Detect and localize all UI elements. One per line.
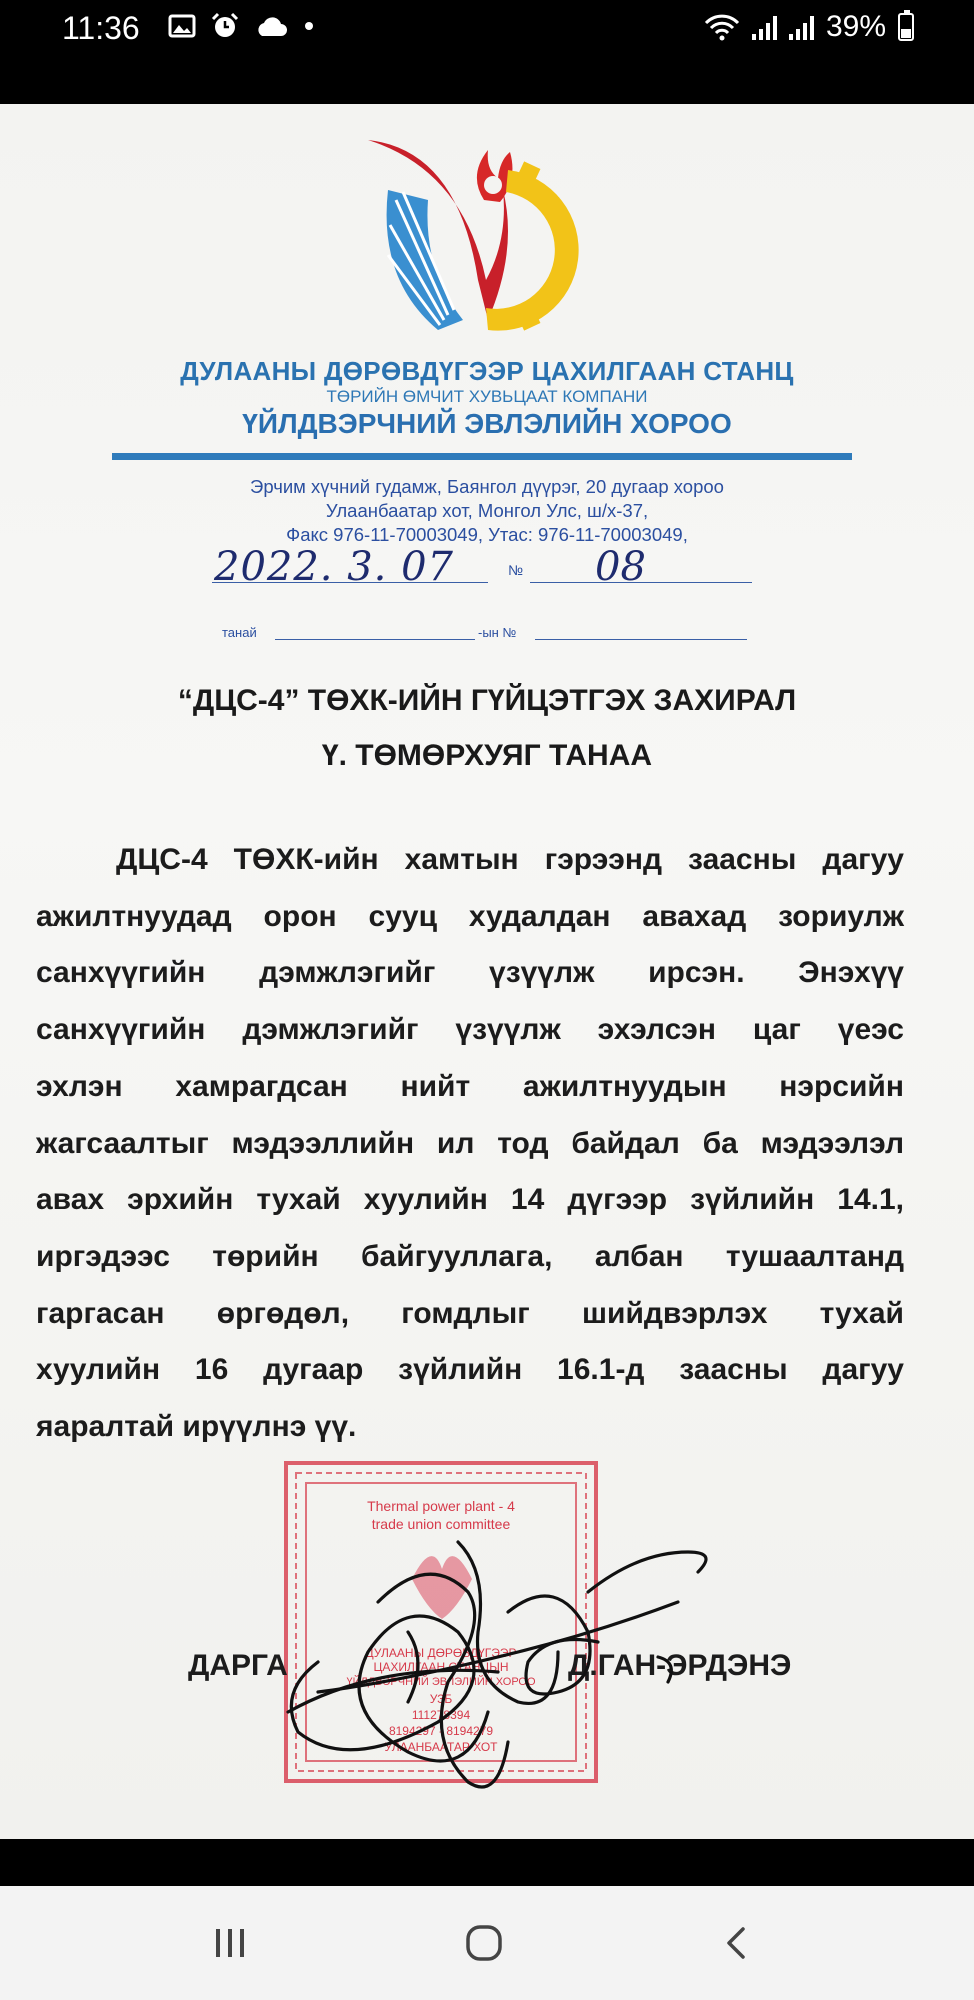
- signal-icon: [789, 14, 814, 40]
- battery-percent: 39%: [825, 10, 886, 43]
- recent-apps-button[interactable]: [170, 1886, 290, 2000]
- cloud-icon: [254, 14, 288, 38]
- handwritten-date: 2022. 3. 07: [214, 544, 455, 590]
- addressee-name: Ү. ТӨМӨРХУЯГ ТАНАА: [321, 739, 653, 772]
- body-line: хуулийн 16 дугаар зүйлийн 16.1-д заасны дагуу: [36, 1353, 904, 1387]
- committee-name: ҮЙЛДВЭРЧНИЙ ЭВЛЭЛИЙН ХОРОО: [242, 408, 732, 439]
- org-name: ДУЛААНЫ ДӨРӨВДҮГЭЭР ЦАХИЛГААН СТАНЦ: [180, 356, 794, 386]
- stamp-text: trade union committee: [371, 1516, 511, 1532]
- body-line: ДЦС-4 ТӨХК-ийн хамтын гэрээнд заасны дагуу: [116, 843, 904, 876]
- company-logo: [368, 130, 588, 340]
- body-line: гаргасан өргөдөл, гомдлыг шийдвэрлэх тухай: [36, 1296, 904, 1330]
- stamp-text: УЛААНБААТАР ХОТ: [384, 1740, 498, 1754]
- navigation-bar: [0, 1886, 974, 2000]
- battery-icon: [898, 13, 914, 41]
- body-line: ажилтнуудад орон сууц худалдан авахад зориулж: [36, 899, 904, 933]
- address-line-1: Эрчим хүчний гудамж, Баянгол дүүрэг, 20 дугаар хороо: [250, 476, 724, 497]
- stamp-text: ЦАХИЛГААН СТАНЦЫН: [373, 1660, 509, 1674]
- address-line-2: Улаанбаатар хот, Монгол Улс, ш/х-37,: [325, 500, 649, 521]
- body-line: жагсаалтыг мэдээллийн ил тод байдал ба мэдээлэл: [36, 1126, 904, 1160]
- back-button[interactable]: [676, 1886, 796, 2000]
- stamp-text: УЗБ: [429, 1692, 453, 1706]
- status-time: 11:36: [62, 10, 140, 46]
- stamp-text: 111278394: [411, 1708, 471, 1722]
- stamp-text: 8194297 - 8194279: [388, 1724, 494, 1738]
- number-label: №: [508, 562, 524, 578]
- signatory-title: ДАРГА: [188, 1649, 288, 1682]
- body-line: эхлэн хамрагдсан нийт ажилтнуудын нэрсийн: [36, 1069, 904, 1103]
- to-field-line: [275, 639, 475, 640]
- home-icon: [463, 1922, 505, 1964]
- signatory-name: Д.ГАН-ЭРДЭНЭ: [568, 1649, 792, 1682]
- document-page: [0, 104, 974, 1839]
- letter-body: [36, 832, 904, 1456]
- home-button[interactable]: [424, 1886, 544, 2000]
- stamp-text: ДУЛААНЫ ДӨРӨВДҮГЭЭР: [365, 1646, 517, 1660]
- logo-blue-fan: [387, 190, 463, 330]
- body-line: иргэдээс төрийн байгууллага, албан тушаалтанд: [36, 1239, 904, 1273]
- alarm-icon: [210, 12, 240, 40]
- stamp-text: Thermal power plant - 4: [367, 1498, 515, 1514]
- wifi-icon: [704, 13, 740, 41]
- org-type: ТӨРИЙН ӨМЧИТ ХУВЬЦААТ КОМПАНИ: [326, 387, 648, 406]
- gallery-icon: [168, 13, 196, 39]
- body-line: санхүүгийн дэмжлэгийг үзүүлж эхэлсэн цаг үеэс: [36, 1013, 904, 1047]
- dot-icon: [302, 19, 316, 33]
- addressee-title: “ДЦС-4” ТӨХК-ИЙН ГҮЙЦЭТГЭХ ЗАХИРАЛ: [177, 684, 797, 717]
- handwritten-number: 08: [595, 544, 646, 590]
- body-line: санхүүгийн дэмжлэгийг үзүүлж ирсэн. Энэхүү: [36, 956, 904, 990]
- address-line-3: Факс 976-11-70003049, Утас: 976-11-70003049,: [286, 524, 688, 545]
- letterhead-divider: [112, 453, 852, 460]
- status-bar: [0, 0, 974, 104]
- recent-apps-icon: [210, 1925, 250, 1961]
- body-line: авах эрхийн тухай хуулийн 14 дүгээр зүйлийн 14.1,: [36, 1183, 904, 1217]
- to-label: танай: [222, 625, 257, 640]
- handwritten-signature: [258, 1512, 726, 1812]
- signal-icon: [752, 14, 777, 40]
- ref-field-line: [535, 639, 747, 640]
- status-left-icons: [168, 12, 316, 40]
- body-line: яаралтай ирүүлнэ үү.: [36, 1410, 357, 1444]
- back-icon: [721, 1923, 751, 1963]
- ref-label: -ын №: [478, 625, 517, 640]
- logo-flame: [477, 150, 513, 202]
- status-right-icons: [704, 10, 914, 44]
- stamp-text: ҮЙЛДВЭРЧНИЙ ЭВЛЭЛИЙН ХОРОО: [346, 1676, 536, 1688]
